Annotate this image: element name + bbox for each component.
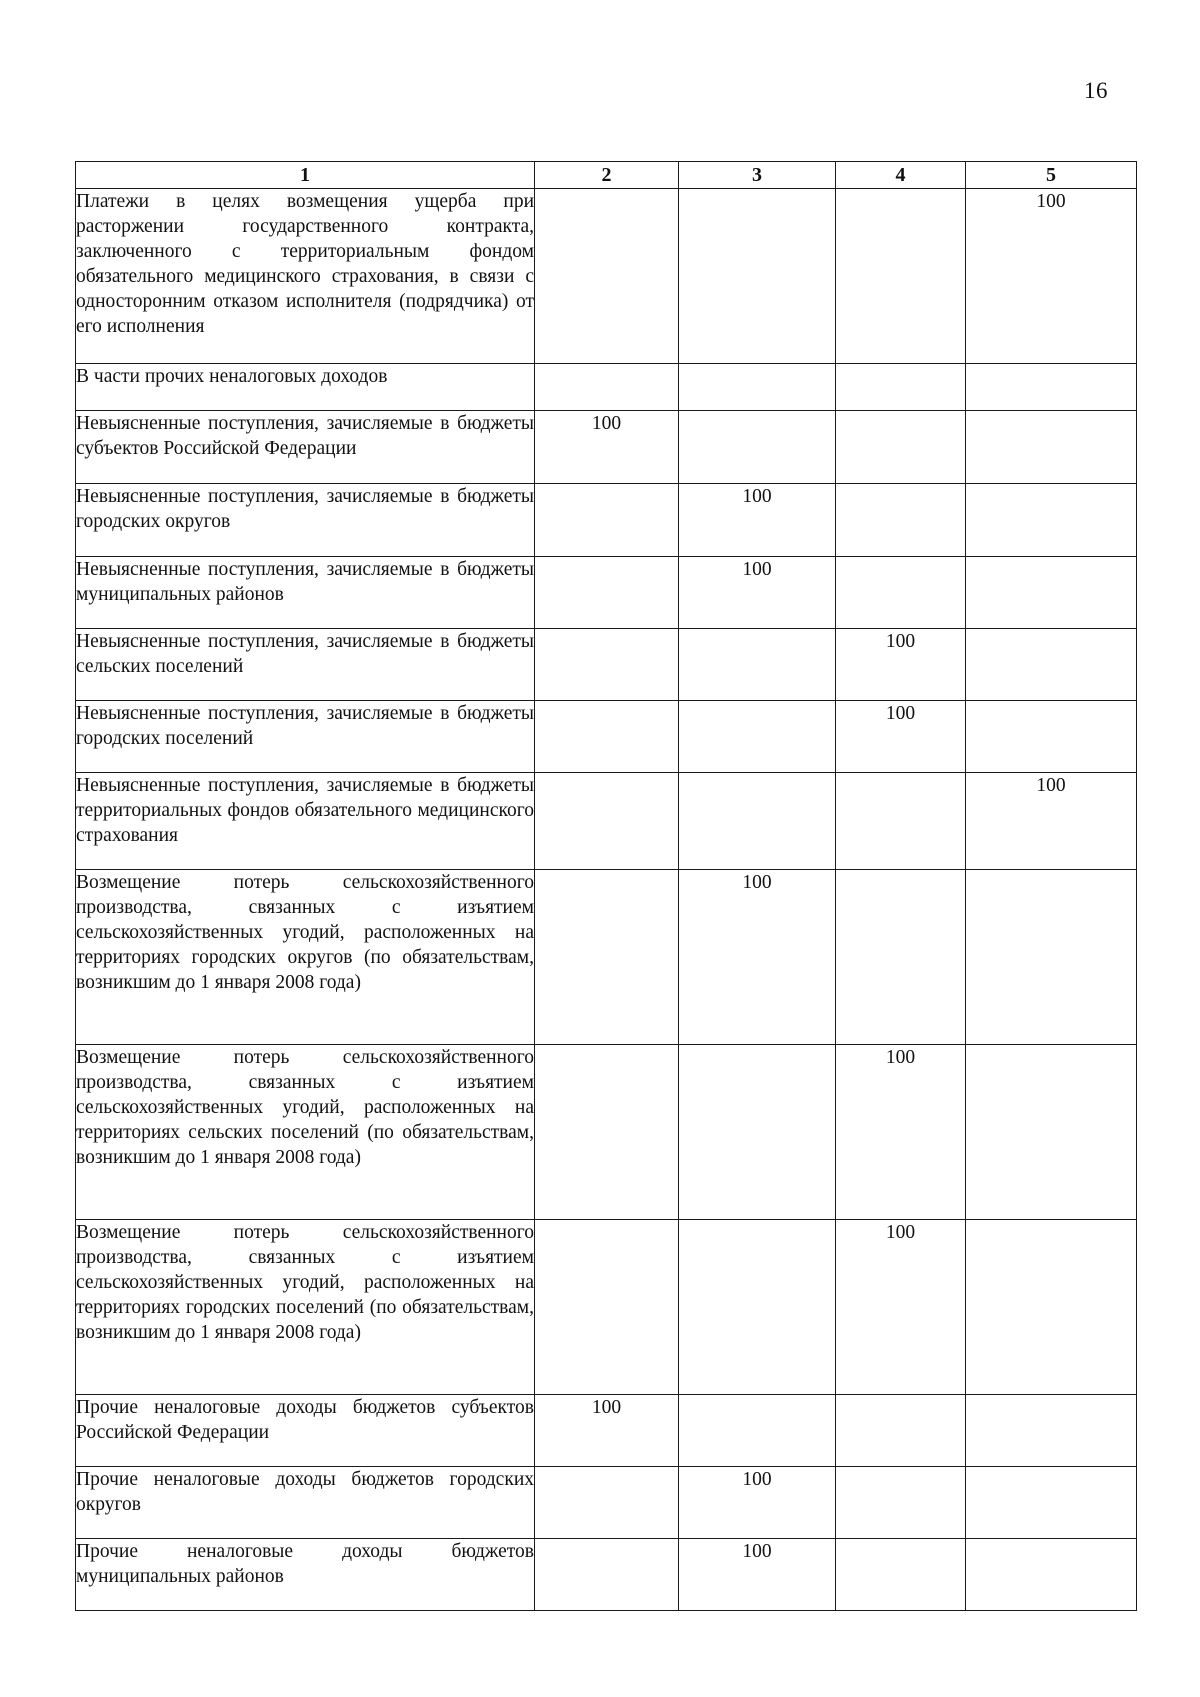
cell-col-3 [679,189,836,364]
cell-col-2 [535,1045,679,1220]
cell-col-5 [966,1539,1137,1611]
table-row [76,773,1137,870]
row-description: Невыясненные поступления, зачисляемые в бюджеты сельских поселений [76,629,535,701]
table-row [76,870,1137,1045]
cell-col-2 [535,189,679,364]
table-row [76,701,1137,773]
cell-col-4 [836,1395,966,1467]
table-row [76,364,1137,411]
cell-col-3: 100 [679,557,836,629]
table-row [76,629,1137,701]
cell-col-4 [836,364,966,411]
budget-distribution-table [75,161,1137,1611]
row-description: Прочие неналоговые доходы бюджетов субъектов Российской Федерации [76,1395,535,1467]
cell-col-3: 100 [679,484,836,557]
row-description: В части прочих неналоговых доходов [76,364,535,411]
page-number: 16 [1084,78,1108,103]
row-description: Прочие неналоговые доходы бюджетов муниципальных районов [76,1539,535,1611]
table-row [76,1539,1137,1611]
row-description: Возмещение потерь сельскохозяйственного производства, связанных с изъятием сельскохозяйственных угодий, расположенных на территориях сельских поселений (по обязательствам, возникшим до 1 января 2008 года) [76,1045,535,1220]
column-header-5: 5 [966,162,1137,189]
cell-col-5: 100 [966,773,1137,870]
cell-col-3 [679,773,836,870]
cell-col-5 [966,557,1137,629]
cell-col-5 [966,701,1137,773]
table-row [76,1220,1137,1395]
cell-col-4 [836,484,966,557]
cell-col-5 [966,364,1137,411]
row-description: Прочие неналоговые доходы бюджетов городских округов [76,1467,535,1539]
cell-col-4 [836,411,966,484]
cell-col-3 [679,1220,836,1395]
cell-col-4 [836,1467,966,1539]
cell-col-5 [966,629,1137,701]
cell-col-3: 100 [679,1467,836,1539]
cell-col-3 [679,629,836,701]
cell-col-5 [966,1220,1137,1395]
cell-col-2 [535,773,679,870]
cell-col-3 [679,364,836,411]
cell-col-5: 100 [966,189,1137,364]
table-row [76,1045,1137,1220]
column-header-4: 4 [836,162,966,189]
cell-col-2 [535,1467,679,1539]
table-header-row [76,162,1137,189]
cell-col-2 [535,557,679,629]
cell-col-5 [966,870,1137,1045]
cell-col-3 [679,1395,836,1467]
cell-col-2 [535,484,679,557]
row-description: Платежи в целях возмещения ущерба при расторжении государственного контракта, заключенного с территориальным фондом обязательного медицинского страхования, в связи с односторонним отказом исполнителя (подрядчика) от его исполнения [76,189,535,364]
cell-col-2 [535,364,679,411]
row-description: Невыясненные поступления, зачисляемые в бюджеты муниципальных районов [76,557,535,629]
cell-col-2 [535,1220,679,1395]
table-row [76,1395,1137,1467]
cell-col-4: 100 [836,629,966,701]
column-header-1: 1 [76,162,535,189]
row-description: Возмещение потерь сельскохозяйственного производства, связанных с изъятием сельскохозяйственных угодий, расположенных на территориях городских округов (по обязательствам, возникшим до 1 января 2008 года) [76,870,535,1045]
cell-col-4: 100 [836,1220,966,1395]
cell-col-4: 100 [836,701,966,773]
cell-col-2 [535,1539,679,1611]
cell-col-5 [966,1467,1137,1539]
column-header-3: 3 [679,162,836,189]
row-description: Невыясненные поступления, зачисляемые в бюджеты территориальных фондов обязательного медицинского страхования [76,773,535,870]
row-description: Возмещение потерь сельскохозяйственного производства, связанных с изъятием сельскохозяйственных угодий, расположенных на территориях городских поселений (по обязательствам, возникшим до 1 января 2008 года) [76,1220,535,1395]
cell-col-4 [836,189,966,364]
cell-col-4 [836,1539,966,1611]
cell-col-3: 100 [679,1539,836,1611]
table-row [76,411,1137,484]
cell-col-3 [679,1045,836,1220]
cell-col-5 [966,1395,1137,1467]
table-row [76,557,1137,629]
cell-col-2: 100 [535,411,679,484]
cell-col-2 [535,870,679,1045]
table-row [76,1467,1137,1539]
cell-col-3: 100 [679,870,836,1045]
row-description: Невыясненные поступления, зачисляемые в бюджеты субъектов Российской Федерации [76,411,535,484]
cell-col-3 [679,701,836,773]
cell-col-3 [679,411,836,484]
row-description: Невыясненные поступления, зачисляемые в бюджеты городских округов [76,484,535,557]
cell-col-4 [836,557,966,629]
cell-col-5 [966,411,1137,484]
cell-col-2: 100 [535,1395,679,1467]
column-header-2: 2 [535,162,679,189]
cell-col-2 [535,701,679,773]
table-row [76,189,1137,364]
cell-col-4: 100 [836,1045,966,1220]
table-row [76,484,1137,557]
cell-col-5 [966,1045,1137,1220]
row-description: Невыясненные поступления, зачисляемые в бюджеты городских поселений [76,701,535,773]
cell-col-2 [535,629,679,701]
cell-col-5 [966,484,1137,557]
cell-col-4 [836,773,966,870]
cell-col-4 [836,870,966,1045]
